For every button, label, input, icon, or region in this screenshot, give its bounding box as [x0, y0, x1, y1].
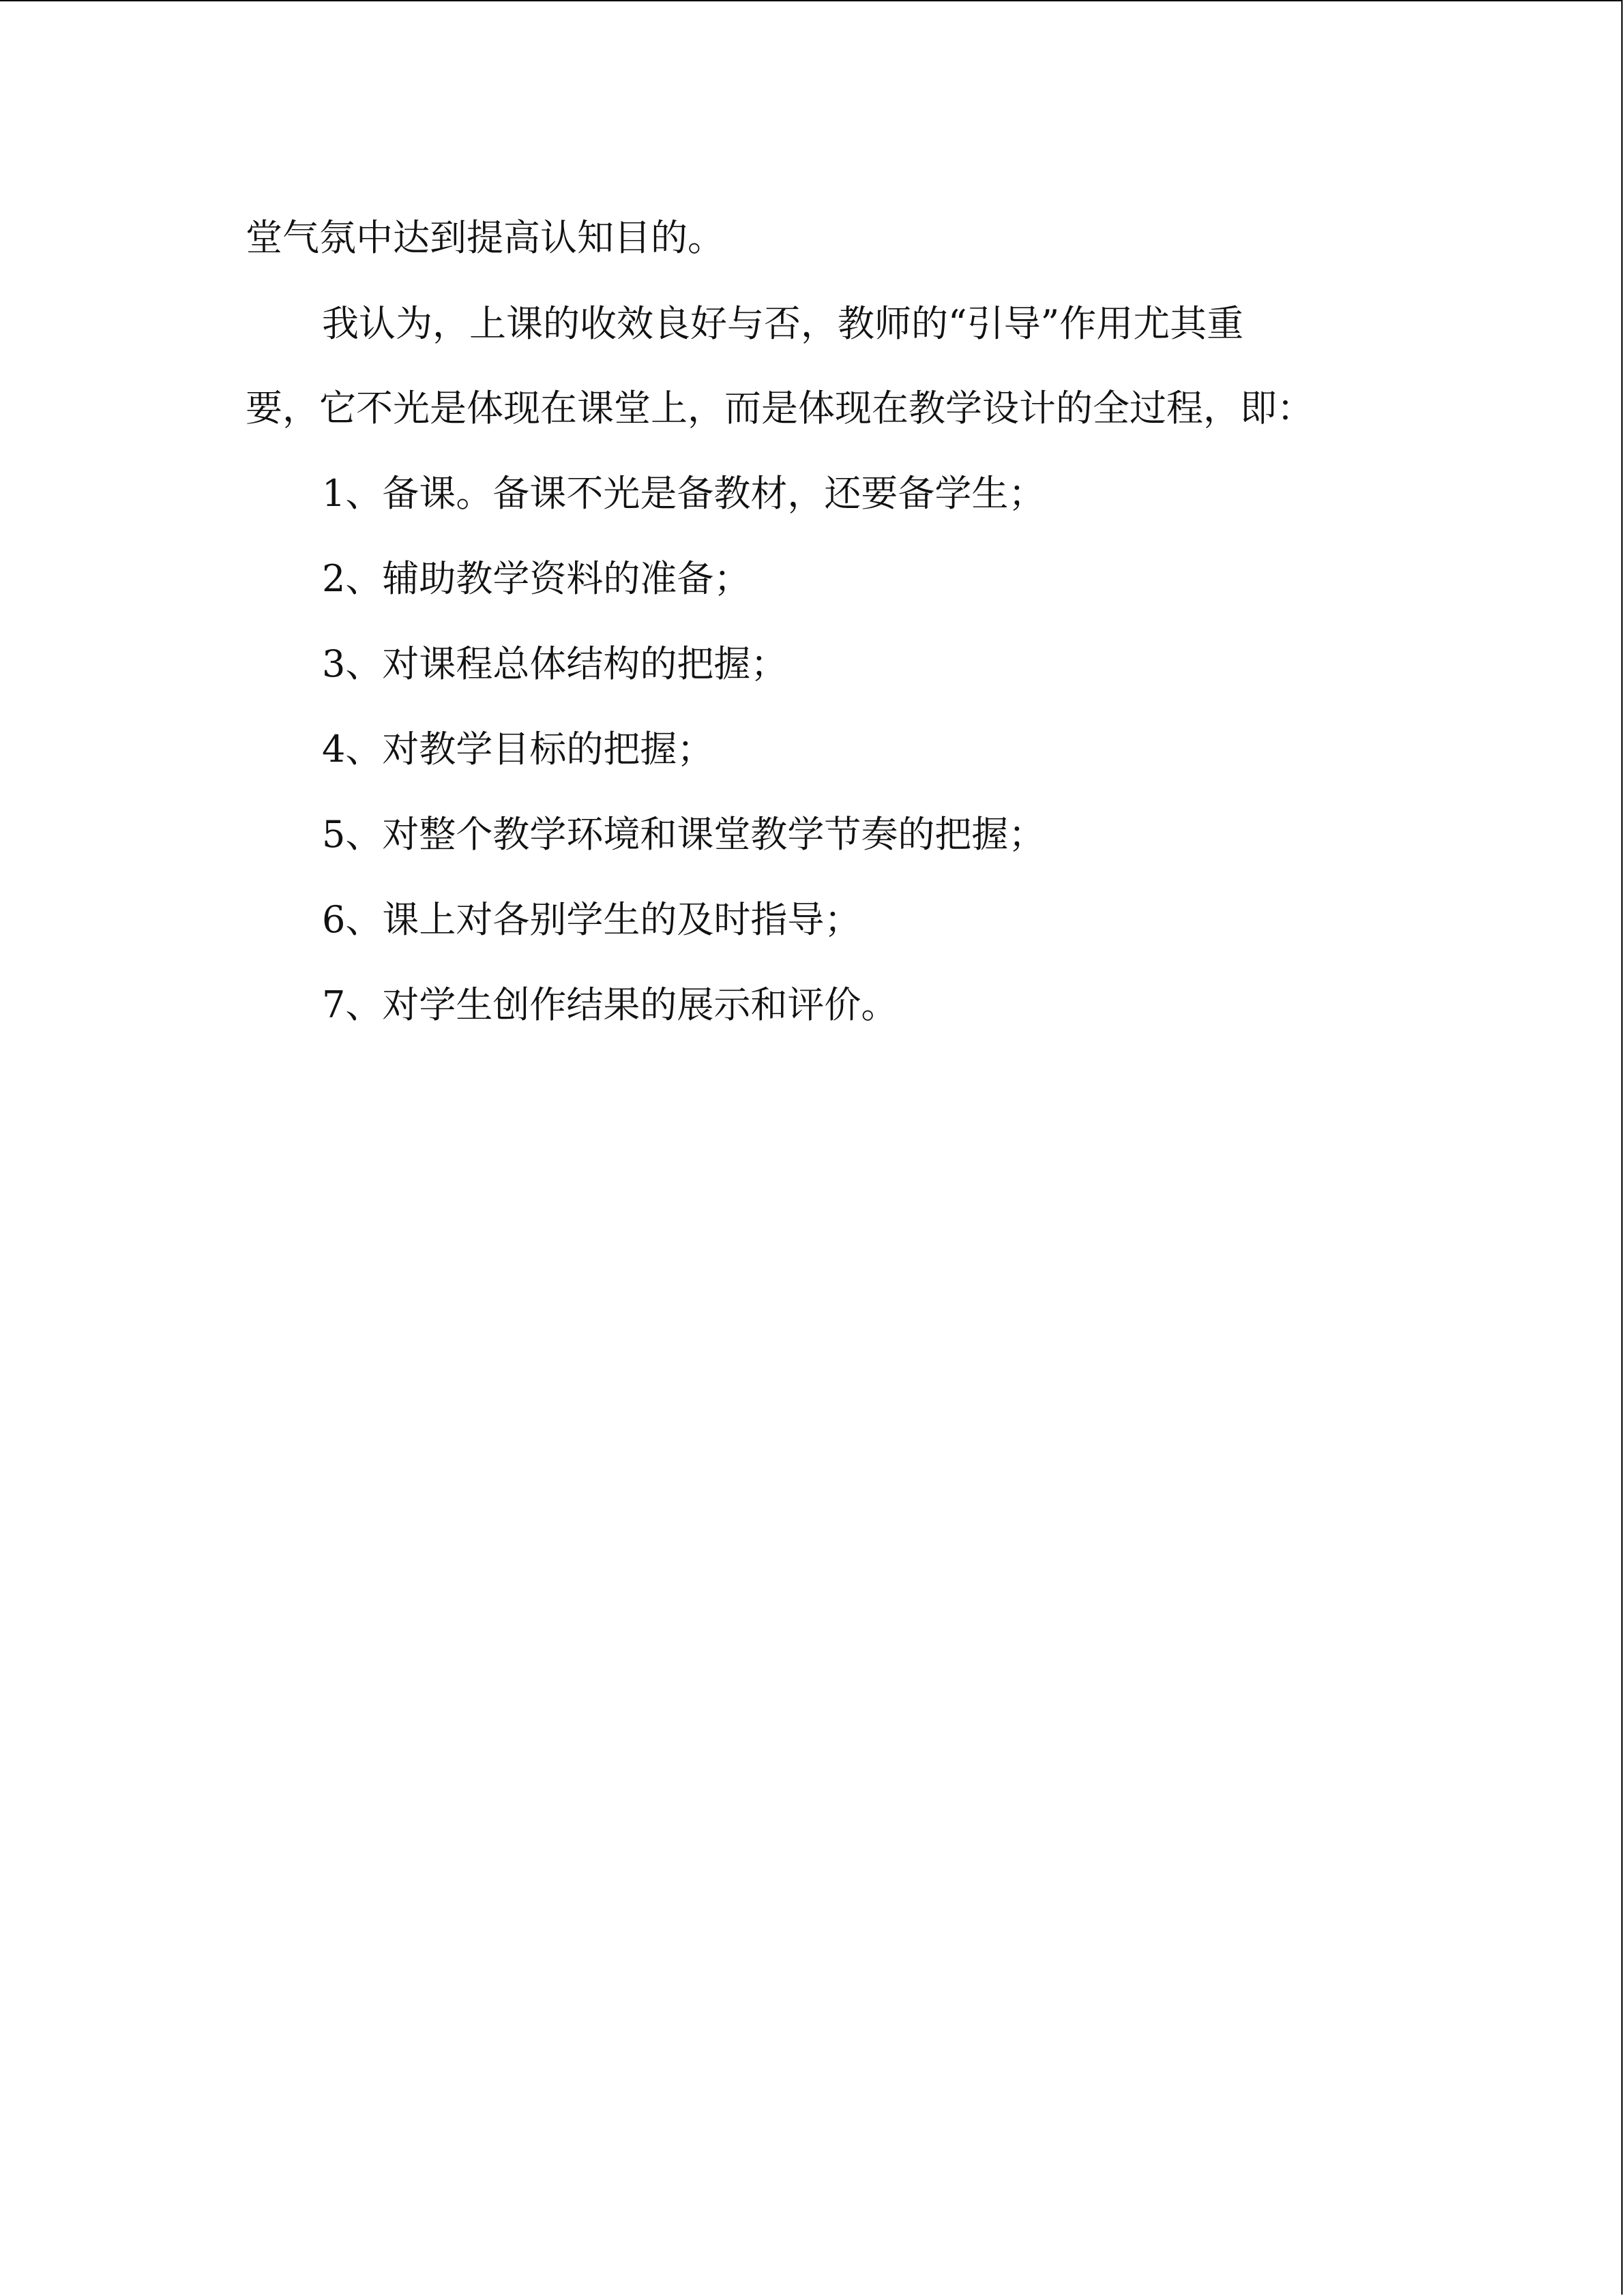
- paragraph-continuation-line: 堂气氛中达到提高认知目的。: [246, 216, 724, 259]
- list-item-7: 7、对学生创作结果的展示和评价。: [322, 983, 898, 1026]
- list-item-6: 6、课上对各别学生的及时指导；: [322, 898, 861, 941]
- list-item-3: 3、对课程总体结构的把握；: [322, 642, 788, 685]
- list-item-2: 2、辅助教学资料的准备；: [322, 557, 751, 600]
- paragraph-2-line-1: 我认为，上课的收效良好与否，教师的“引导”作用尤其重: [322, 302, 1244, 345]
- paragraph-2-line-2: 要，它不光是体现在课堂上，而是体现在教学设计的全过程，即：: [246, 387, 1314, 430]
- list-item-5: 5、对整个教学环境和课堂教学节奏的把握；: [322, 813, 1046, 856]
- list-item-1: 1、备课。备课不光是备教材，还要备学生；: [322, 472, 1046, 515]
- list-item-4: 4、对教学目标的把握；: [322, 728, 714, 771]
